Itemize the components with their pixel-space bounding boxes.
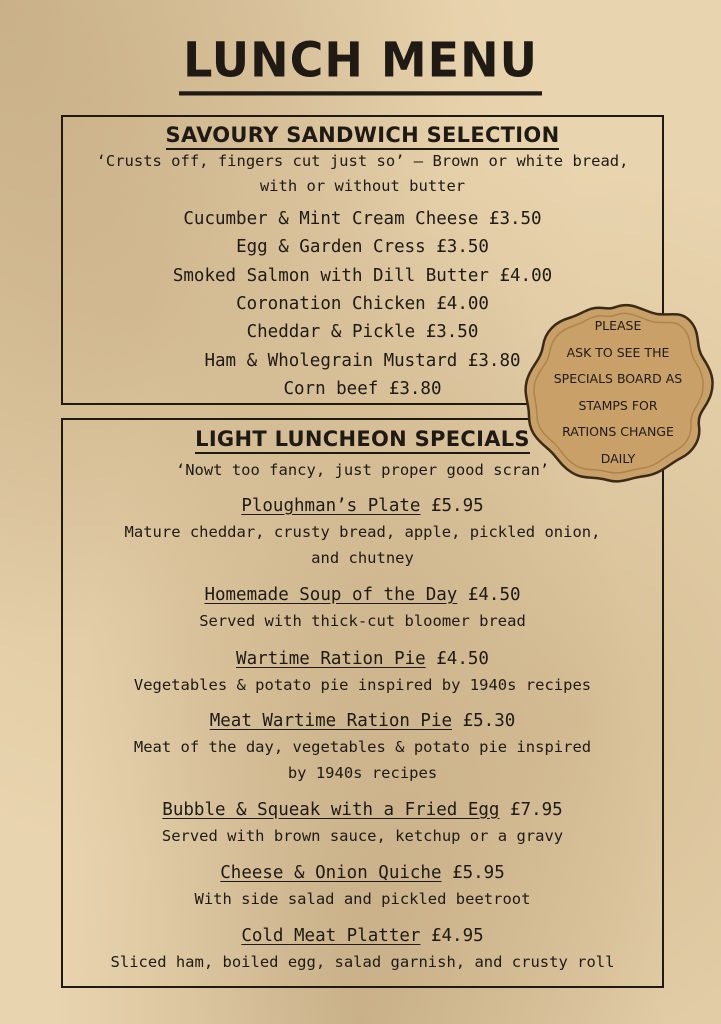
sandwich-item: Cucumber & Mint Cream Cheese £3.50 [183, 209, 542, 229]
sandwich-item: Smoked Salmon with Dill Butter £4.00 [172, 266, 553, 286]
menu-item-desc: Meat of the day, vegetables & potato pie inspired [133, 738, 592, 756]
sandwich-desc-line2: with or without butter [259, 177, 466, 195]
sandwich-item: Egg & Garden Cress £3.50 [236, 237, 489, 257]
menu-item-desc: Sliced ham, boiled egg, salad garnish, and crusty roll [110, 953, 615, 971]
menu-item-price: £5.95 [452, 863, 505, 883]
menu-item-price: £5.30 [462, 711, 516, 731]
seal-line: DAILY [600, 450, 636, 466]
menu-item-name: Cold Meat Platter [241, 926, 421, 946]
menu-item-name: Bubble & Squeak with a Fried Egg [162, 800, 500, 820]
luncheon-section [61, 418, 664, 988]
specials-seal [521, 300, 715, 485]
sandwich-item: Ham & Wholegrain Mustard £3.80 [204, 351, 521, 371]
menu-item-name: Meat Wartime Ration Pie [209, 711, 453, 731]
menu-item-price: £4.50 [436, 649, 489, 669]
luncheon-tagline: ‘Nowt too fancy, just proper good scran’ [175, 461, 550, 479]
sandwich-desc-line1: ‘Crusts off, fingers cut just so’ – Brown or white bread, [96, 152, 629, 170]
menu-item-desc: Vegetables & potato pie inspired by 1940s recipes [133, 676, 592, 694]
menu-title: LUNCH MENU [179, 33, 542, 96]
menu-item-desc: by 1940s recipes [287, 764, 438, 782]
menu-item-desc: Served with thick-cut bloomer bread [199, 612, 526, 630]
menu-item-name: Ploughman’s Plate [241, 496, 421, 516]
menu-item-title [63, 800, 662, 820]
menu-item-title [63, 926, 662, 946]
seal-line: STAMPS FOR [578, 397, 658, 413]
menu-item-name: Homemade Soup of the Day [204, 585, 458, 605]
seal-line: SPECIALS BOARD AS [553, 371, 683, 386]
menu-item-title [63, 863, 662, 883]
menu-item-price: £4.95 [430, 926, 484, 946]
menu-item-desc: Mature cheddar, crusty bread, apple, pickled onion, [124, 523, 601, 541]
seal-text [521, 300, 715, 485]
menu-item-title [63, 496, 662, 516]
menu-item-name: Wartime Ration Pie [236, 649, 426, 669]
luncheon-heading: LIGHT LUNCHEON SPECIALS [195, 427, 530, 454]
sandwich-item: Cheddar & Pickle £3.50 [246, 322, 479, 342]
sandwich-item: Corn beef £3.80 [283, 379, 442, 399]
menu-item-desc: With side salad and pickled beetroot [194, 890, 531, 908]
sandwich-item: Coronation Chicken £4.00 [236, 294, 489, 314]
menu-item-title [63, 711, 662, 731]
menu-item-title [63, 649, 662, 669]
menu-item-price: £5.95 [430, 496, 484, 516]
menu-title-wrap [0, 31, 721, 94]
menu-item-title [63, 585, 662, 605]
seal-line: ASK TO SEE THE [566, 344, 670, 360]
menu-item-desc: and chutney [311, 549, 414, 567]
sandwich-heading: SAVOURY SANDWICH SELECTION [166, 123, 560, 150]
menu-item-desc: Served with brown sauce, ketchup or a gravy [161, 827, 564, 845]
seal-line: PLEASE [594, 318, 642, 333]
seal-line: RATIONS CHANGE [562, 424, 674, 439]
sandwich-heading-wrap [63, 123, 662, 147]
menu-item-name: Cheese & Onion Quiche [220, 863, 442, 883]
menu-item-price: £7.95 [510, 800, 563, 820]
menu-item-price: £4.50 [467, 585, 521, 605]
